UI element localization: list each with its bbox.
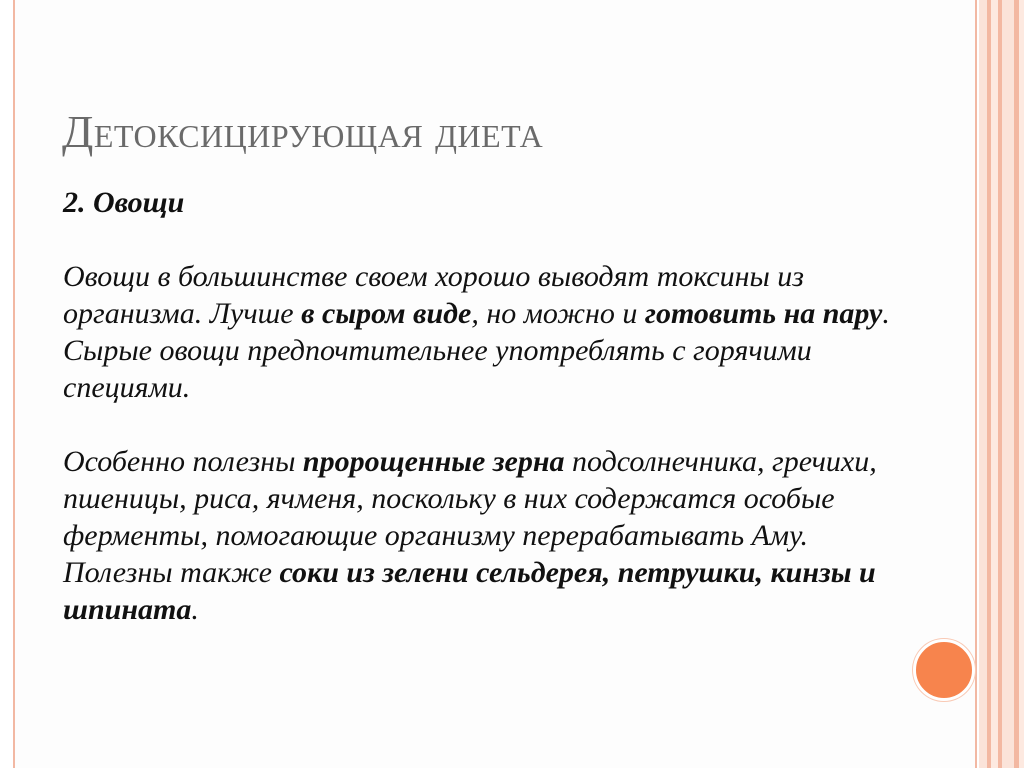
- text-run: Особенно полезны: [63, 445, 303, 478]
- text-run: , но можно и: [471, 297, 645, 330]
- decorative-stripes: [979, 0, 1024, 768]
- subheading: 2. Овощи: [63, 186, 185, 219]
- paragraph-sprouts: [63, 443, 913, 628]
- bold-green-juices: соки из зелени сельдерея, петрушки, кинзы и шпината: [63, 556, 876, 626]
- slide-title: Детоксицирующая диета: [62, 106, 544, 157]
- bold-sprouted-grains: пророщенные зерна: [302, 445, 565, 478]
- text-run: .: [191, 593, 199, 626]
- text-run: подсолнечника, гречихи, пшеницы, риса, ячменя, поскольку в них содержатся особые ферменты, помогающие организму перерабатывать Аму. Полезны также: [63, 445, 877, 589]
- decorative-circle: [913, 639, 975, 701]
- text-run: . Сырые овощи предпочтительнее употреблять с горячими специями.: [63, 297, 890, 404]
- bold-steam: готовить на пару: [644, 297, 883, 330]
- slide-body: [63, 184, 913, 628]
- bold-raw: в сыром виде: [301, 297, 472, 330]
- paragraph-vegetables: [63, 258, 913, 406]
- text-run: Овощи в большинстве своем хорошо выводят токсины из организма. Лучше: [63, 260, 804, 330]
